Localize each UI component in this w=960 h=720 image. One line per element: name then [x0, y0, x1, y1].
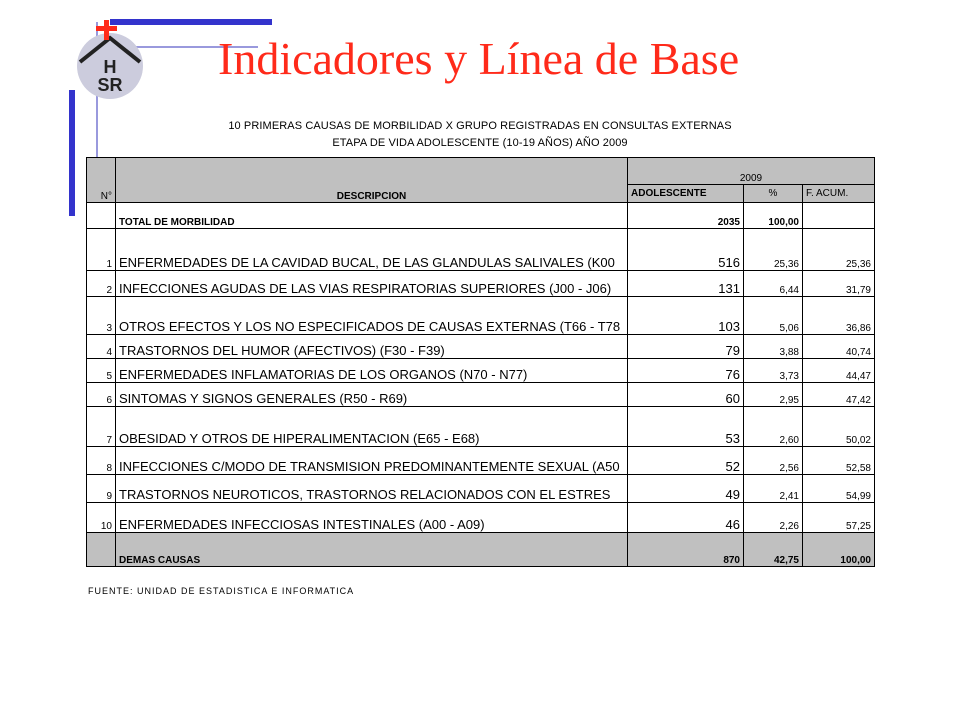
row-pct: 25,36	[744, 229, 803, 271]
row-acum: 36,86	[803, 297, 875, 335]
total-label: TOTAL DE MORBILIDAD	[116, 203, 628, 229]
demas-label: DEMAS CAUSAS	[116, 533, 628, 567]
row-value: 53	[628, 407, 744, 447]
row-desc: SINTOMAS Y SIGNOS GENERALES (R50 - R69)	[116, 383, 628, 407]
row-value: 79	[628, 335, 744, 359]
row-num: 2	[87, 271, 116, 297]
row-desc: ENFERMEDADES INFLAMATORIAS DE LOS ORGANOS (N70 - N77)	[116, 359, 628, 383]
row-desc: OTROS EFECTOS Y LOS NO ESPECIFICADOS DE CAUSAS EXTERNAS (T66 - T78	[116, 297, 628, 335]
demas-value: 870	[628, 533, 744, 567]
row-pct: 2,26	[744, 503, 803, 533]
table-row	[87, 475, 875, 503]
header-year: 2009	[628, 158, 875, 185]
table-subtitle-line1: 10 PRIMERAS CAUSAS DE MORBILIDAD X GRUPO REGISTRADAS EN CONSULTAS EXTERNAS	[228, 120, 732, 132]
table-row	[87, 229, 875, 271]
table-row	[87, 383, 875, 407]
row-desc: INFECCIONES AGUDAS DE LAS VIAS RESPIRATORIAS SUPERIORES (J00 - J06)	[116, 271, 628, 297]
logo-letters-bottom: SR	[97, 75, 123, 95]
row-desc: OBESIDAD Y OTROS DE HIPERALIMENTACION (E65 - E68)	[116, 407, 628, 447]
total-acum	[803, 203, 875, 229]
row-num: 5	[87, 359, 116, 383]
row-desc: TRASTORNOS NEUROTICOS, TRASTORNOS RELACIONADOS CON EL ESTRES	[116, 475, 628, 503]
logo-letter-top: H	[103, 57, 117, 77]
row-acum: 31,79	[803, 271, 875, 297]
row-acum: 52,58	[803, 447, 875, 475]
row-value: 49	[628, 475, 744, 503]
row-pct: 3,88	[744, 335, 803, 359]
row-num: 8	[87, 447, 116, 475]
row-pct: 2,95	[744, 383, 803, 407]
row-pct: 5,06	[744, 297, 803, 335]
header-num: N°	[87, 158, 116, 203]
table-row	[87, 271, 875, 297]
source-note: FUENTE: UNIDAD DE ESTADISTICA E INFORMATICA	[88, 586, 355, 596]
row-desc: ENFERMEDADES INFECCIOSAS INTESTINALES (A00 - A09)	[116, 503, 628, 533]
row-value: 131	[628, 271, 744, 297]
row-pct: 2,41	[744, 475, 803, 503]
row-acum: 57,25	[803, 503, 875, 533]
demas-pct: 42,75	[744, 533, 803, 567]
decor-vertical-bar	[69, 90, 75, 216]
row-acum: 40,74	[803, 335, 875, 359]
header-pct: %	[744, 185, 803, 203]
table-row	[87, 359, 875, 383]
row-num: 4	[87, 335, 116, 359]
table-row	[87, 335, 875, 359]
row-desc: TRASTORNOS DEL HUMOR (AFECTIVOS) (F30 - F39)	[116, 335, 628, 359]
total-value: 2035	[628, 203, 744, 229]
row-acum: 50,02	[803, 407, 875, 447]
row-num: 7	[87, 407, 116, 447]
row-num: 1	[87, 229, 116, 271]
table-row	[87, 407, 875, 447]
row-num: 10	[87, 503, 116, 533]
row-desc: INFECCIONES C/MODO DE TRANSMISION PREDOMINANTEMENTE SEXUAL (A50	[116, 447, 628, 475]
total-row	[87, 203, 875, 229]
header-acum: F. ACUM.	[803, 185, 875, 203]
row-pct: 6,44	[744, 271, 803, 297]
row-desc: ENFERMEDADES DE LA CAVIDAD BUCAL, DE LAS GLANDULAS SALIVALES (K00	[116, 229, 628, 271]
header-desc: DESCRIPCION	[116, 158, 628, 203]
header-adolescente: ADOLESCENTE	[628, 185, 744, 203]
table-row	[87, 447, 875, 475]
demas-row	[87, 533, 875, 567]
row-acum: 47,42	[803, 383, 875, 407]
hsr-logo	[70, 18, 150, 100]
table-subtitle-line2: ETAPA DE VIDA ADOLESCENTE (10-19 AÑOS) AÑO 2009	[332, 137, 628, 149]
row-value: 52	[628, 447, 744, 475]
row-num: 6	[87, 383, 116, 407]
row-acum: 54,99	[803, 475, 875, 503]
row-value: 76	[628, 359, 744, 383]
morbidity-table	[86, 157, 875, 567]
row-pct: 2,60	[744, 407, 803, 447]
row-acum: 25,36	[803, 229, 875, 271]
row-num: 3	[87, 297, 116, 335]
demas-num	[87, 533, 116, 567]
header-row-year	[87, 158, 875, 185]
row-value: 60	[628, 383, 744, 407]
page-title: Indicadores y Línea de Base	[218, 33, 740, 84]
row-value: 103	[628, 297, 744, 335]
row-value: 46	[628, 503, 744, 533]
row-pct: 3,73	[744, 359, 803, 383]
demas-acum: 100,00	[803, 533, 875, 567]
total-pct: 100,00	[744, 203, 803, 229]
table-row	[87, 297, 875, 335]
row-acum: 44,47	[803, 359, 875, 383]
row-value: 516	[628, 229, 744, 271]
total-num	[87, 203, 116, 229]
row-num: 9	[87, 475, 116, 503]
row-pct: 2,56	[744, 447, 803, 475]
table-row	[87, 503, 875, 533]
